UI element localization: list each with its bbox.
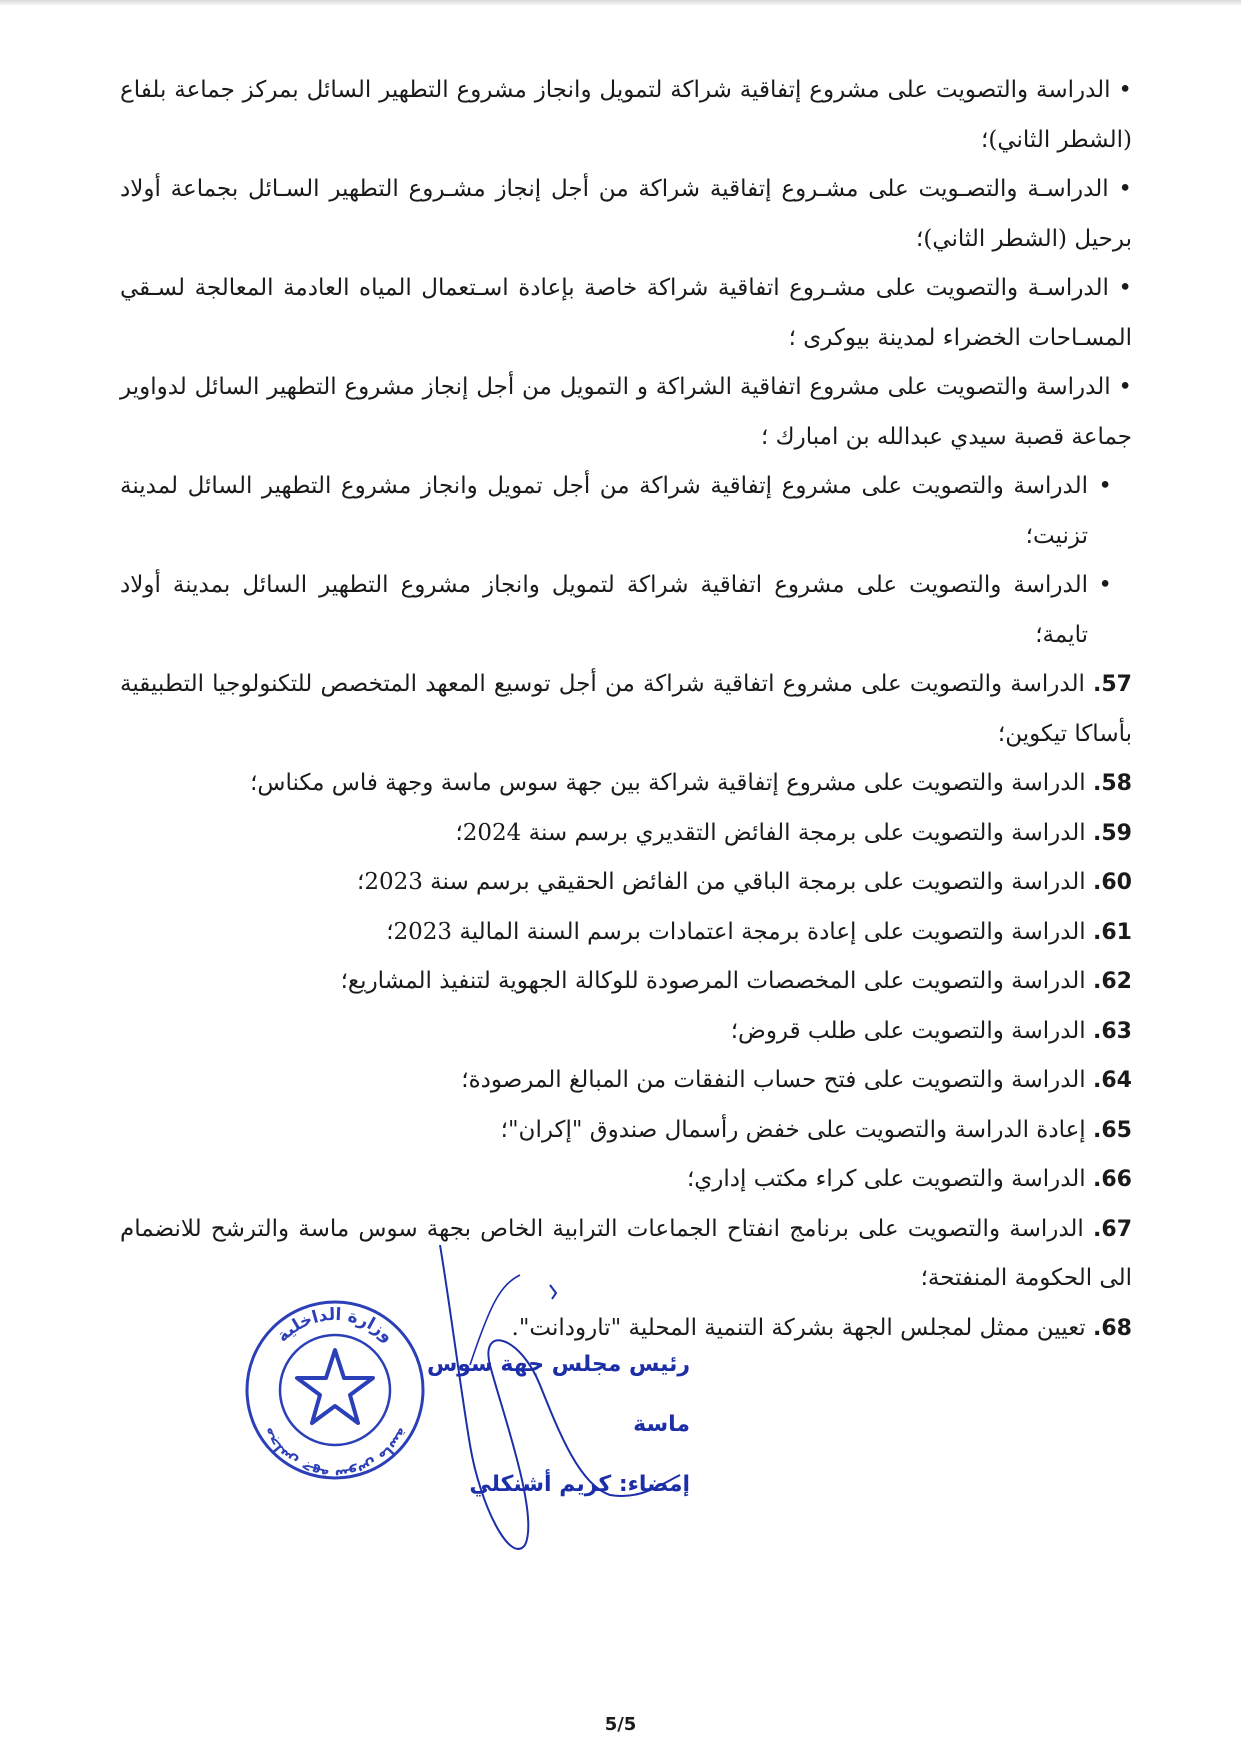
agenda-item	[120, 858, 1132, 908]
page-number: 5/5	[604, 1714, 637, 1735]
signature-title: رئيس مجلس جهة سوس ماسة	[426, 1352, 690, 1437]
item-text: الدراسة والتصويت على مشروع إتفاقية شراكة بين جهة سوس ماسة وجهة فاس مكناس؛	[250, 770, 1086, 796]
item-number: 68.	[1093, 1315, 1132, 1341]
signature-name: إمضاء: كريم أشنكلي	[469, 1472, 690, 1497]
stamp-outer-text: وزارة الداخلية	[272, 1304, 398, 1347]
bullet-item: • الدراسة والتصويت على مشروع اتفاقية الشراكة و التمويل من أجل إنجاز مشروع التطهير السائل لدواوير جماعة قصبة سيدي عبدالله بن امبارك ؛	[120, 374, 1132, 450]
stamp-inner-text: مجلس جهة سوس ماسة	[259, 1424, 411, 1483]
item-number: 66.	[1093, 1167, 1132, 1192]
scan-edge	[0, 0, 1241, 6]
agenda-item	[120, 1007, 1132, 1057]
agenda-list	[120, 66, 1132, 1353]
svg-text:مجلس جهة سوس ماسة	[259, 1425, 410, 1482]
item-number: 57.	[1093, 672, 1132, 697]
item-text: الدراسة والتصويت على مشروع اتفاقية شراكة من أجل توسيع المعهد المتخصص للتكنولوجيا التطبيقية بأساكا تيكوين؛	[120, 671, 1132, 747]
item-text: الدراسة والتصويت على المخصصات المرصودة للوكالة الجهوية لتنفيذ المشاريع؛	[340, 968, 1086, 994]
star-icon	[297, 1350, 373, 1423]
item-text: الدراسة والتصويت على طلب قروض؛	[730, 1017, 1086, 1044]
svg-text:وزارة الداخلية	[273, 1305, 397, 1346]
agenda-item	[120, 759, 1132, 809]
agenda-item	[120, 809, 1132, 859]
item-text: الدراسة والتصويت على إعادة برمجة اعتمادات برسم السنة المالية 2023؛	[386, 918, 1086, 945]
item-number: 62.	[1093, 969, 1132, 994]
bullet-item: • الدراسـة والتصويت على مشـروع اتفاقية شراكة خاصة بإعادة اسـتعمال المياه العادمة المعالجة لسـقي المسـاحات الخضراء لمدينة بيوكرى ؛	[120, 275, 1132, 351]
sub-bullet-item: • الدراسة والتصويت على مشروع اتفاقية شراكة لتمويل وانجاز مشروع التطهير السائل بمدينة أولاد تايمة؛	[120, 561, 1132, 660]
item-text: الدراسة والتصويت على برمجة الفائض التقديري برسم سنة 2024؛	[455, 819, 1086, 846]
item-text: الدراسة والتصويت على فتح حساب النفقات من المبالغ المرصودة؛	[461, 1067, 1086, 1093]
item-text: الدراسة والتصويت على برمجة الباقي من الفائض الحقيقي برسم سنة 2023؛	[357, 869, 1086, 895]
bullet-item: • الدراسـة والتصـويت على مشـروع إتفاقية شراكة من أجل إنجاز مشـروع التطهير السـائل بجماعة أولاد برحيل (الشطر الثاني)؛	[120, 176, 1132, 252]
agenda-item	[120, 1056, 1132, 1106]
agenda-item	[120, 1155, 1132, 1205]
agenda-item	[120, 660, 1132, 759]
bullet-item: • الدراسة والتصويت على مشروع إتفاقية شراكة لتمويل وانجاز مشروع التطهير السائل بمركز جماعة بلفاع (الشطر الثاني)؛	[120, 77, 1132, 153]
item-number: 59.	[1093, 820, 1132, 846]
item-number: 65.	[1093, 1117, 1132, 1143]
signature-block	[390, 1335, 690, 1515]
agenda-item	[120, 1106, 1132, 1156]
item-number: 61.	[1093, 919, 1132, 945]
item-number: 63.	[1093, 1018, 1132, 1044]
item-text: الدراسة والتصويت على برنامج انفتاح الجماعات الترابية الخاص بجهة سوس ماسة والترشح للانضمام الى الحكومة المنفتحة؛	[120, 1215, 1132, 1291]
item-number: 58.	[1093, 771, 1132, 796]
agenda-item	[120, 957, 1132, 1007]
item-number: 64.	[1093, 1068, 1132, 1093]
item-number: 60.	[1093, 870, 1132, 895]
sub-bullet-item: • الدراسة والتصويت على مشروع إتفاقية شراكة من أجل تمويل وانجاز مشروع التطهير السائل لمدينة تزنيت؛	[120, 462, 1132, 561]
agenda-item	[120, 908, 1132, 958]
item-text: إعادة الدراسة والتصويت على خفض رأسمال صندوق "إكران"؛	[500, 1116, 1086, 1143]
item-number: 67.	[1093, 1216, 1133, 1242]
item-text: تعيين ممثل لمجلس الجهة بشركة التنمية المحلية "تارودانت".	[511, 1314, 1086, 1341]
item-text: الدراسة والتصويت على كراء مكتب إداري؛	[686, 1166, 1086, 1192]
